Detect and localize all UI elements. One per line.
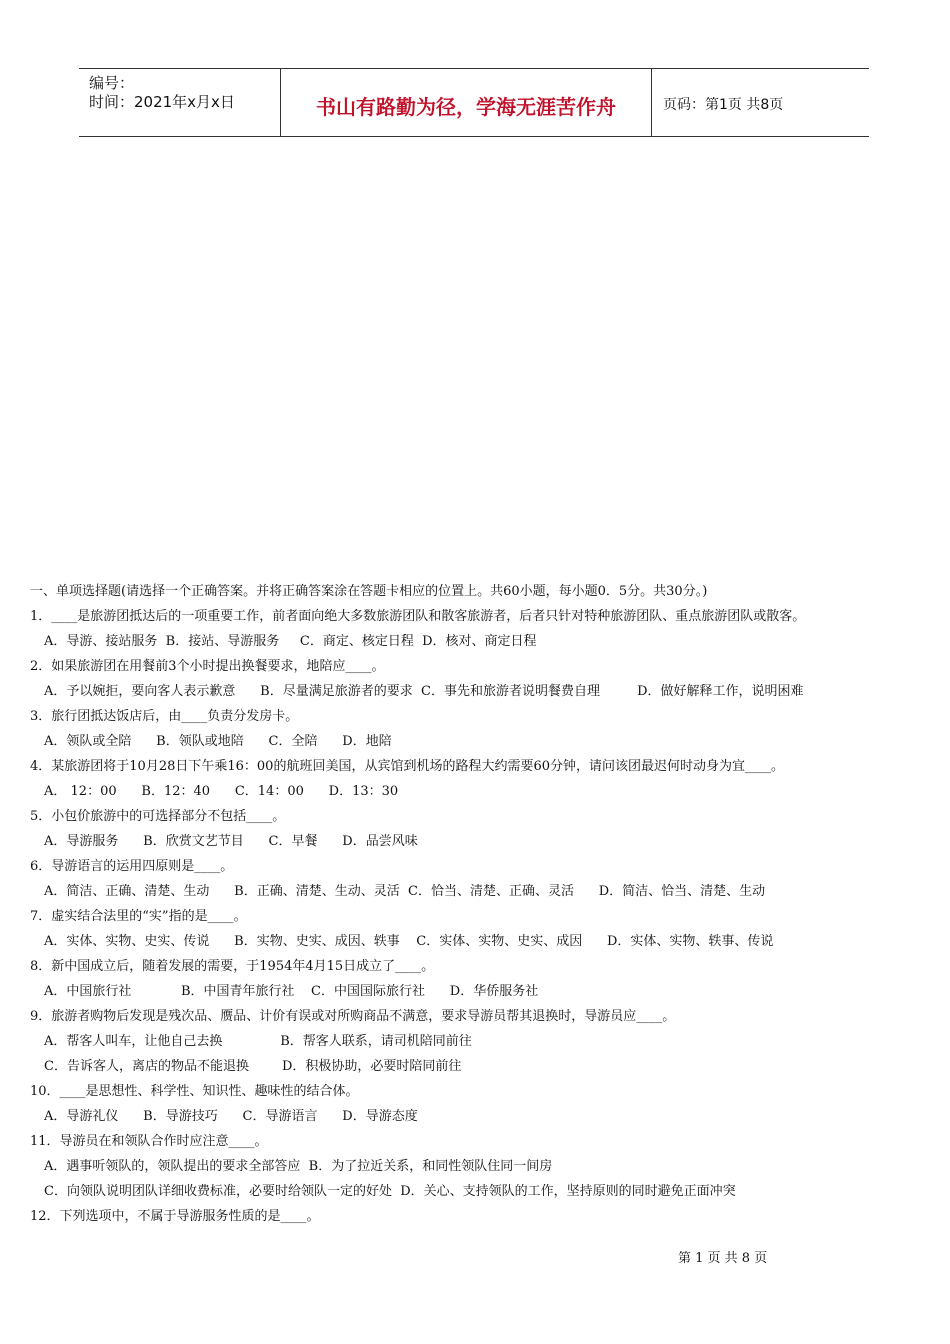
question-2-options: A．予以婉拒，要向客人表示歉意 B．尽量满足旅游者的要求 C．事先和旅游者说明餐费自理 D．做好解释工作，说明困难 — [44, 684, 804, 699]
question-9: 9．旅游者购物后发现是残次品、赝品、计价有误或对所购商品不满意，要求导游员帮其退换时，导游员应____。 — [30, 1009, 676, 1024]
question-10-options: A．导游礼仪 B．导游技巧 C．导游语言 D．导游态度 — [44, 1109, 418, 1124]
question-4-options: A． 12：00 B．12：40 C．14：00 D．13：30 — [44, 784, 399, 799]
time-label: 时间：2021年x月x日 — [89, 93, 235, 111]
header-page-cell — [653, 69, 869, 136]
question-1: 1．____是旅游团抵达后的一项重要工作，前者面向绝大多数旅游团队和散客旅游者，后者只针对特种旅游团队、重点旅游团队或散客。 — [30, 609, 806, 624]
header-motto-cell — [281, 69, 652, 136]
question-1-options: A．导游、接站服务 B．接站、导游服务 C．商定、核定日程 D．核对、商定日程 — [44, 634, 537, 649]
question-6-options: A．简洁、正确、清楚、生动 B．正确、清楚、生动、灵活 C．恰当、清楚、正确、灵活 D．简洁、恰当、清楚、生动 — [44, 884, 766, 899]
question-8: 8．新中国成立后，随着发展的需要，于1954年4月15日成立了____。 — [30, 959, 435, 974]
motto: 书山有路勤为径，学海无涯苦作舟 — [316, 95, 616, 119]
section-title: 一、单项选择题(请选择一个正确答案。并将正确答案涂在答题卡相应的位置上。共60小题，每小题0．5分。共30分。) — [30, 584, 708, 599]
question-7: 7．虚实结合法里的“实”指的是____。 — [30, 909, 247, 924]
question-11: 11．导游员在和领队合作时应注意____。 — [30, 1134, 268, 1149]
header-meta-cell — [79, 69, 281, 136]
question-7-options: A．实体、实物、史实、传说 B．实物、史实、成因、轶事 C．实体、实物、史实、成因 D．实体、实物、轶事、传说 — [44, 934, 774, 949]
question-6: 6．导游语言的运用四原则是____。 — [30, 859, 234, 874]
page-footer: 第 1 页 共 8 页 — [678, 1251, 768, 1266]
question-3-options: A．领队或全陪 B．领队或地陪 C．全陪 D．地陪 — [44, 734, 392, 749]
question-10: 10．____是思想性、科学性、知识性、趣味性的结合体。 — [30, 1084, 359, 1099]
number-label: 编号： — [89, 74, 135, 92]
question-5-options: A．导游服务 B．欣赏文艺节目 C．早餐 D．品尝风味 — [44, 834, 418, 849]
document-header — [79, 68, 869, 137]
question-4: 4．某旅游团将于10月28日下午乘16：00的航班回美国，从宾馆到机场的路程大约需要60分钟，请问该团最迟何时动身为宜____。 — [30, 759, 784, 774]
question-9-options: A．帮客人叫车，让他自己去换 B．帮客人联系，请司机陪同前往 — [44, 1034, 472, 1049]
question-3: 3．旅行团抵达饭店后，由____负责分发房卡。 — [30, 709, 299, 724]
question-11-options: C．向领队说明团队详细收费标准，必要时给领队一定的好处 D．关心、支持领队的工作，坚持原则的同时避免正面冲突 — [44, 1184, 736, 1199]
question-12: 12．下列选项中，不属于导游服务性质的是____。 — [30, 1209, 320, 1224]
page-info: 页码：第1页 共8页 — [663, 97, 784, 113]
question-8-options: A．中国旅行社 B．中国青年旅行社 C．中国国际旅行社 D．华侨服务社 — [44, 984, 539, 999]
question-2: 2．如果旅游团在用餐前3个小时提出换餐要求，地陪应____。 — [30, 659, 385, 674]
question-11-options: A．遇事听领队的，领队提出的要求全部答应 B．为了拉近关系，和同性领队住同一间房 — [44, 1159, 553, 1174]
question-5: 5．小包价旅游中的可选择部分不包括____。 — [30, 809, 286, 824]
question-9-options: C．告诉客人，离店的物品不能退换 D．积极协助，必要时陪同前往 — [44, 1059, 462, 1074]
